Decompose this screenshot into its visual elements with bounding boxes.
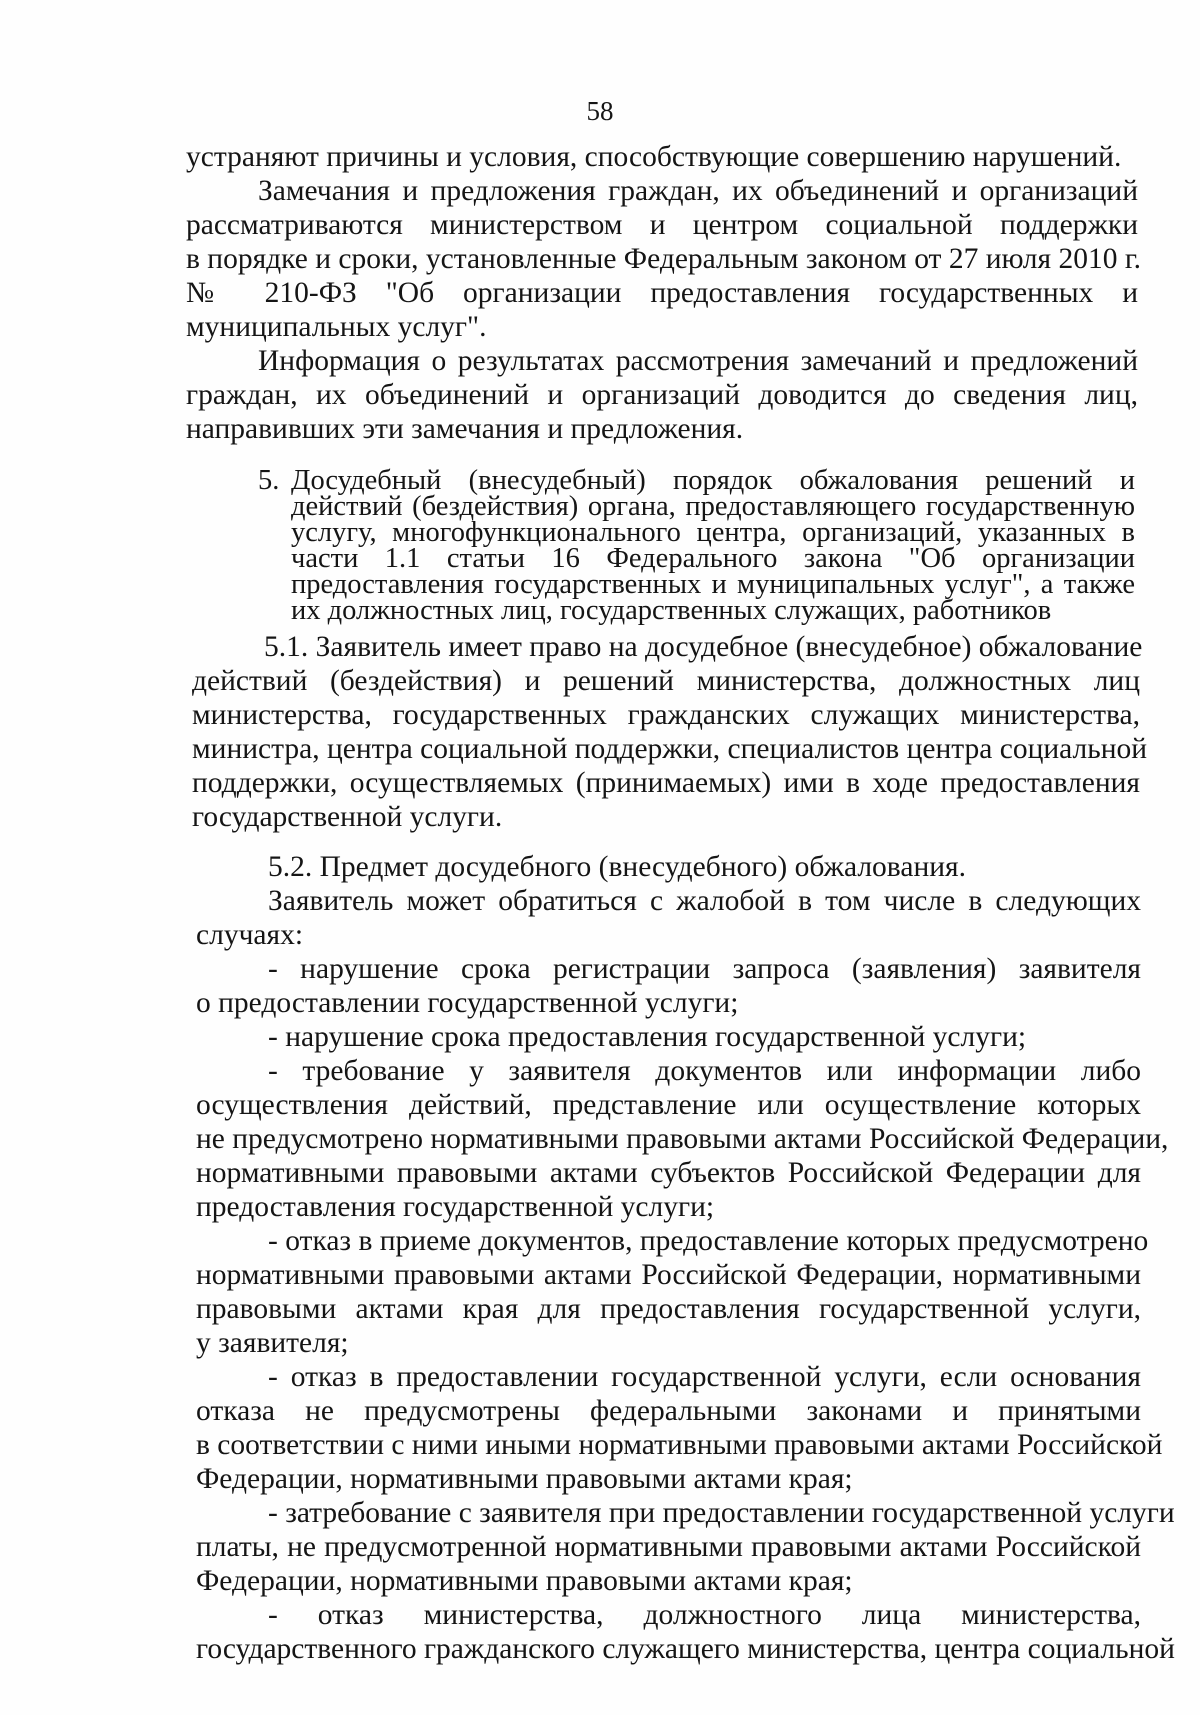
text-line: случаях: xyxy=(196,919,304,951)
text-line: Федерации, нормативными правовыми актами края; xyxy=(196,1565,853,1597)
text-line: действий (бездействия) и решений министерства, должностных лиц xyxy=(192,665,1140,697)
text-line: министра, центра социальной поддержки, специалистов центра социальной xyxy=(192,733,1148,765)
heading-line: Досудебный (внесудебный) порядок обжалования решений и xyxy=(291,465,1135,496)
text-line: Заявитель может обратиться с жалобой в том числе в следующих xyxy=(268,885,1141,917)
text-line: Федерации, нормативными правовыми актами края; xyxy=(196,1463,853,1495)
section-heading xyxy=(263,465,1135,626)
text-line: правовыми актами края для предоставления государственной услуги, xyxy=(196,1293,1141,1325)
heading-line: услугу, многофункционального центра, организаций, указанных в xyxy=(291,517,1135,548)
section-5-1 xyxy=(192,630,1148,834)
text-line: у заявителя; xyxy=(196,1327,349,1359)
section-heading-number: 5. xyxy=(258,465,280,496)
text-line: 5.1. Заявитель имеет право на досудебное (внесудебное) обжалование xyxy=(264,631,1143,663)
list-item: - нарушение срока предоставления государственной услуги; xyxy=(268,1021,1027,1053)
text-line: в порядке и сроки, установленные Федеральным законом от 27 июля 2010 г. xyxy=(186,243,1141,275)
text-line: направивших эти замечания и предложения. xyxy=(186,413,744,445)
list-item: - затребование с заявителя при предоставлении государственной услуги xyxy=(268,1497,1175,1529)
intro-paragraphs xyxy=(186,140,1141,446)
list-item: - нарушение срока регистрации запроса (заявления) заявителя xyxy=(268,953,1141,985)
section-5-2 xyxy=(196,850,1175,1666)
text-line: не предусмотрено нормативными правовыми актами Российской Федерации, xyxy=(196,1123,1169,1155)
text-line: о предоставлении государственной услуги; xyxy=(196,987,739,1019)
text-line: № 210-ФЗ "Об организации предоставления государственных и xyxy=(186,277,1138,309)
text-line: граждан, их объединений и организаций доводится до сведения лиц, xyxy=(186,379,1138,411)
text-line: платы, не предусмотренной нормативными правовыми актами Российской xyxy=(196,1531,1141,1563)
text-line: осуществления действий, представление или осуществление которых xyxy=(196,1089,1141,1121)
text-line: отказа не предусмотрены федеральными законами и принятыми xyxy=(196,1395,1141,1427)
text-line: 5.2. Предмет досудебного (внесудебного) обжалования. xyxy=(268,851,966,883)
text-line: государственной услуги. xyxy=(192,801,503,833)
text-line: рассматриваются министерством и центром социальной поддержки xyxy=(186,209,1138,241)
text-line: поддержки, осуществляемых (принимаемых) ими в ходе предоставления xyxy=(192,767,1140,799)
heading-line: предоставления государственных и муниципальных услуг", а также xyxy=(291,569,1135,600)
heading-line: действий (бездействия) органа, предоставляющего государственную xyxy=(291,491,1135,522)
text-line: Информация о результатах рассмотрения замечаний и предложений xyxy=(258,345,1138,377)
page-number: 58 xyxy=(586,96,614,126)
text-line: устраняют причины и условия, способствующие совершению нарушений. xyxy=(186,141,1122,173)
list-item: - требование у заявителя документов или информации либо xyxy=(268,1055,1141,1087)
text-line: государственного гражданского служащего министерства, центра социальной xyxy=(196,1633,1175,1665)
text-line: в соответствии с ними иными нормативными правовыми актами Российской xyxy=(196,1429,1163,1461)
text-line: предоставления государственной услуги; xyxy=(196,1191,715,1223)
list-item: - отказ в приеме документов, предоставление которых предусмотрено xyxy=(268,1225,1149,1257)
list-item: - отказ министерства, должностного лица министерства, xyxy=(268,1599,1141,1631)
text-line: муниципальных услуг". xyxy=(186,311,487,343)
heading-line: части 1.1 статьи 16 Федерального закона "Об организации xyxy=(291,543,1135,574)
text-line: нормативными правовыми актами Российской Федерации, нормативными xyxy=(196,1259,1141,1291)
list-item: - отказ в предоставлении государственной услуги, если основания xyxy=(268,1361,1141,1393)
text-line: Замечания и предложения граждан, их объединений и организаций xyxy=(258,175,1138,207)
text-line: министерства, государственных гражданских служащих министерства, xyxy=(192,699,1140,731)
heading-line: их должностных лиц, государственных служащих, работников xyxy=(291,595,1052,626)
text-line: нормативными правовыми актами субъектов Российской Федерации для xyxy=(196,1157,1141,1189)
